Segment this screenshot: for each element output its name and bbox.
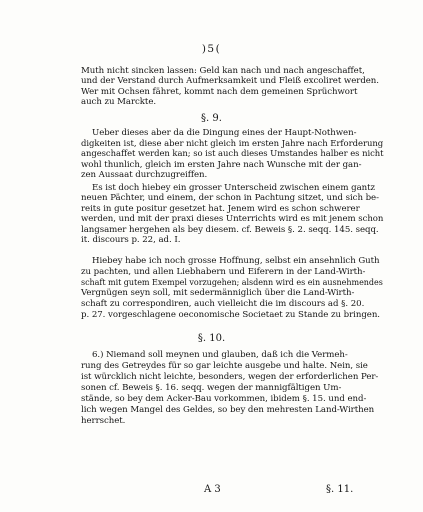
page-number: )5( <box>201 43 222 55</box>
text-line: p. 27. vorgeschlagene oeconomische Societaet zu Stande zu bringen. <box>81 310 380 320</box>
text-line: schaft zu correspondiren, auch vielleicht die im discours ad §. 20. <box>81 299 365 309</box>
text-line: digkeiten ist, diese aber nicht gleich im ersten Jahre nach Erforderung <box>81 139 384 149</box>
text-line: zu pachten, und allen Liebhabern und Eiferern in der Land-Wirth- <box>81 267 366 277</box>
text-line: und der Verstand durch Aufmerksamkeit und Fleiß excoliret werden. <box>81 76 379 86</box>
section-heading-10: §. 10. <box>197 333 226 344</box>
text-line: rung des Getreydes für so gar leichte ausgebe und halte. Nein, sie <box>81 361 368 371</box>
text-line: schaft mit gutem Exempel vorzugehen; alsdenn wird es ein ausnehmendes <box>81 278 383 288</box>
text-line: Hiebey habe ich noch grosse Hoffnung, selbst ein ansehnlich Guth <box>92 256 380 266</box>
text-line: it. discours p. 22, ad. I. <box>81 235 181 245</box>
text-line: stände, so bey dem Acker-Bau vorkommen, ibidem §. 15. und end- <box>81 394 367 404</box>
text-line: neuen Pächter, und einem, der schon in Pachtung sitzet, und sich be- <box>81 193 379 203</box>
text-line: lich wegen Mangel des Geldes, so bey den mehresten Land-Wirthen <box>81 405 375 415</box>
text-line: werden, und mit der praxi dieses Unterrichts wird es mit jenem schon <box>81 214 384 224</box>
text-line: ist würcklich nicht leichte, besonders, wegen der erforderlichen Per- <box>81 372 379 382</box>
text-line: angeschaffet werden kan; so ist auch dieses Umstandes halber es nicht <box>81 149 384 159</box>
text-line: langsamer hergehen als bey diesem. cf. Beweis §. 2. seqq. 145. seqq. <box>81 225 379 235</box>
text-line: Vergnügen seyn soll, mit sedermänniglich über die Land-Wirth- <box>81 288 355 298</box>
text-line: herrschet. <box>81 416 126 426</box>
text-line: zen Aussaat durchzugreiffen. <box>81 170 208 180</box>
text-line: auch zu Marckte. <box>81 97 157 107</box>
section-heading-9: §. 9. <box>201 113 222 124</box>
catchword: §. 11. <box>326 484 354 495</box>
signature-mark: A 3 <box>204 484 221 495</box>
text-line: Wer mit Ochsen fähret, kommt nach dem gemeinen Sprüchwort <box>81 87 358 97</box>
text-line: 6.) Niemand soll meynen und glauben, daß ich die Vermeh- <box>92 350 348 360</box>
text-line: reits in gute positur gesetzet hat. Jenem wird es schon schwerer <box>81 204 360 214</box>
text-line: sonen cf. Beweis §. 16. seqq. wegen der mannigfältigen Um- <box>81 383 342 393</box>
text-line: Es ist doch hiebey ein grosser Unterscheid zwischen einem gantz <box>92 183 376 193</box>
text-line: Ueber dieses aber da die Dingung eines der Haupt-Nothwen- <box>92 128 357 138</box>
text-line: wohl thunlich, gleich im ersten Jahre nach Wunsche mit der gan- <box>81 160 362 170</box>
text-line: Muth nicht sincken lassen: Geld kan nach und nach angeschaffet, <box>81 66 365 76</box>
